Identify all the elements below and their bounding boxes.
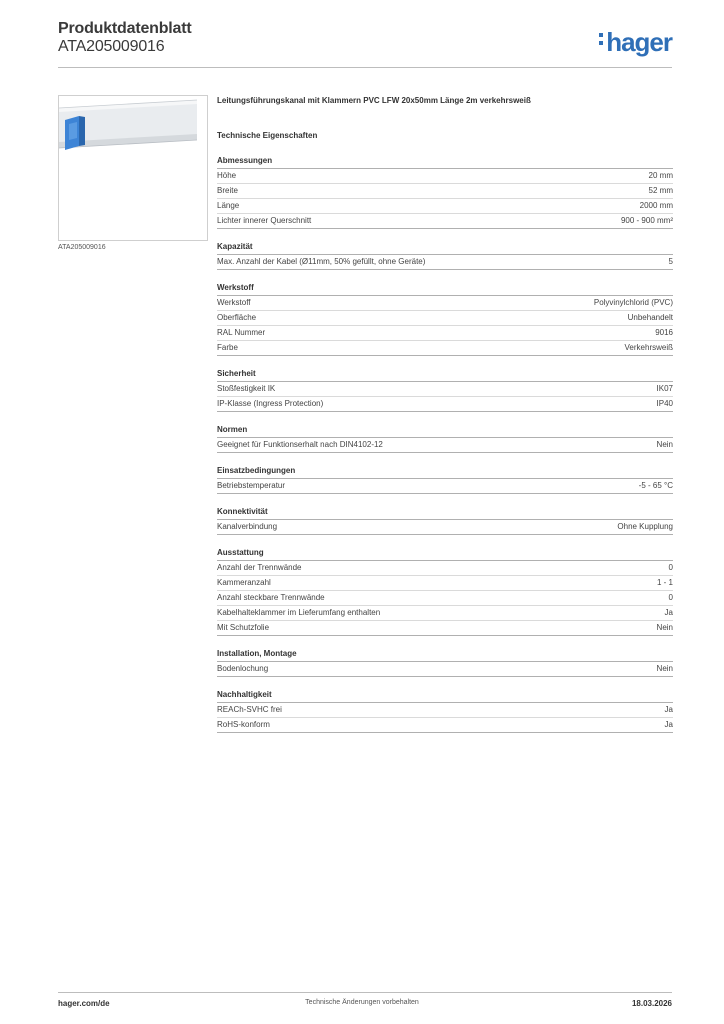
spec-value: IP40 bbox=[656, 399, 673, 408]
spec-value: 0 bbox=[668, 563, 673, 572]
product-image bbox=[58, 95, 208, 241]
spec-label: Breite bbox=[217, 186, 238, 195]
spec-label: Länge bbox=[217, 201, 240, 210]
spec-label: Betriebstemperatur bbox=[217, 481, 286, 490]
spec-value: Nein bbox=[656, 664, 673, 673]
spec-value: 900 - 900 mm² bbox=[620, 216, 673, 225]
section-heading: Sicherheit bbox=[217, 368, 673, 382]
spec-row bbox=[217, 184, 673, 199]
page-title: Produktdatenblatt bbox=[58, 20, 192, 37]
spec-value: Polyvinylchlorid (PVC) bbox=[593, 298, 673, 307]
footer-disclaimer: Technische Änderungen vorbehalten bbox=[305, 999, 419, 1006]
spec-row bbox=[217, 479, 673, 494]
spec-row bbox=[217, 662, 673, 677]
spec-label: Bodenlochung bbox=[217, 664, 269, 673]
section-rows bbox=[217, 382, 673, 412]
spec-row bbox=[217, 591, 673, 606]
spec-value: 52 mm bbox=[648, 186, 673, 195]
image-caption: ATA205009016 bbox=[58, 244, 106, 251]
spec-row bbox=[217, 382, 673, 397]
spec-row bbox=[217, 621, 673, 636]
spec-value: Nein bbox=[656, 623, 673, 632]
spec-row bbox=[217, 169, 673, 184]
section-heading: Einsatzbedingungen bbox=[217, 465, 673, 479]
spec-label: Kabelhalteklammer im Lieferumfang enthalten bbox=[217, 608, 381, 617]
spec-content bbox=[217, 95, 673, 733]
logo-text: hager bbox=[606, 27, 672, 57]
spec-label: RoHS-konform bbox=[217, 720, 270, 729]
section-rows bbox=[217, 662, 673, 677]
spec-row bbox=[217, 438, 673, 453]
spec-label: Kammeranzahl bbox=[217, 578, 271, 587]
spec-label: Anzahl steckbare Trennwände bbox=[217, 593, 325, 602]
spec-label: RAL Nummer bbox=[217, 328, 266, 337]
spec-value: 5 bbox=[668, 257, 673, 266]
section-heading: Ausstattung bbox=[217, 547, 673, 561]
product-title: Leitungsführungskanal mit Klammern PVC LFW 20x50mm Länge 2m verkehrsweiß bbox=[217, 96, 531, 105]
spec-row bbox=[217, 718, 673, 733]
spec-section bbox=[217, 648, 673, 677]
spec-value: 0 bbox=[668, 593, 673, 602]
spec-label: Stoßfestigkeit IK bbox=[217, 384, 276, 393]
spec-section bbox=[217, 547, 673, 636]
spec-value: Ja bbox=[664, 705, 673, 714]
spec-value: Ja bbox=[664, 720, 673, 729]
logo-dots-icon bbox=[599, 29, 604, 49]
spec-label: Geeignet für Funktionserhalt nach DIN4102-12 bbox=[217, 440, 383, 449]
spec-section bbox=[217, 506, 673, 535]
spec-row bbox=[217, 397, 673, 412]
spec-row bbox=[217, 341, 673, 356]
section-heading: Normen bbox=[217, 424, 673, 438]
spec-label: IP-Klasse (Ingress Protection) bbox=[217, 399, 324, 408]
footer-date: 18.03.2026 bbox=[631, 999, 672, 1008]
spec-label: Oberfläche bbox=[217, 313, 257, 322]
section-heading: Abmessungen bbox=[217, 155, 673, 169]
spec-value: 2000 mm bbox=[639, 201, 673, 210]
section-heading: Installation, Montage bbox=[217, 648, 673, 662]
section-heading: Werkstoff bbox=[217, 282, 673, 296]
spec-value: Verkehrsweiß bbox=[624, 343, 673, 352]
section-heading: Nachhaltigkeit bbox=[217, 689, 673, 703]
spec-value: Ohne Kupplung bbox=[617, 522, 673, 531]
spec-value: Unbehandelt bbox=[627, 313, 673, 322]
spec-section bbox=[217, 241, 673, 270]
spec-row bbox=[217, 326, 673, 341]
section-rows bbox=[217, 561, 673, 636]
section-rows bbox=[217, 438, 673, 453]
spec-section bbox=[217, 689, 673, 733]
spec-row bbox=[217, 576, 673, 591]
hager-logo bbox=[599, 27, 672, 58]
section-rows bbox=[217, 479, 673, 494]
spec-section bbox=[217, 155, 673, 229]
spec-label: Anzahl der Trennwände bbox=[217, 563, 302, 572]
spec-value: 9016 bbox=[655, 328, 673, 337]
tech-title: Technische Eigenschaften bbox=[217, 131, 318, 140]
spec-section bbox=[217, 424, 673, 453]
section-rows bbox=[217, 255, 673, 270]
spec-label: Werkstoff bbox=[217, 298, 251, 307]
section-heading: Kapazität bbox=[217, 241, 673, 255]
spec-row bbox=[217, 296, 673, 311]
spec-label: Lichter innerer Querschnitt bbox=[217, 216, 312, 225]
footer-divider bbox=[58, 992, 672, 993]
spec-value: 1 - 1 bbox=[656, 578, 673, 587]
footer-website: hager.com/de bbox=[58, 999, 110, 1008]
section-heading: Konnektivität bbox=[217, 506, 673, 520]
spec-row bbox=[217, 214, 673, 229]
spec-label: REACh-SVHC frei bbox=[217, 705, 282, 714]
spec-value: IK07 bbox=[656, 384, 673, 393]
spec-section bbox=[217, 368, 673, 412]
section-rows bbox=[217, 296, 673, 356]
spec-value: Nein bbox=[656, 440, 673, 449]
spec-value: 20 mm bbox=[648, 171, 673, 180]
spec-row bbox=[217, 703, 673, 718]
spec-value: Ja bbox=[664, 608, 673, 617]
spec-section bbox=[217, 465, 673, 494]
spec-label: Kanalverbindung bbox=[217, 522, 278, 531]
spec-row bbox=[217, 255, 673, 270]
spec-label: Höhe bbox=[217, 171, 237, 180]
article-number: ATA205009016 bbox=[58, 38, 165, 55]
section-rows bbox=[217, 169, 673, 229]
spec-value: -5 - 65 °C bbox=[638, 481, 673, 490]
spec-row bbox=[217, 561, 673, 576]
cable-duct-icon bbox=[59, 96, 207, 240]
spec-label: Max. Anzahl der Kabel (Ø11mm, 50% gefüllt, ohne Geräte) bbox=[217, 257, 426, 266]
spec-section bbox=[217, 282, 673, 356]
spec-label: Mit Schutzfolie bbox=[217, 623, 270, 632]
spec-sections bbox=[217, 155, 673, 733]
section-rows bbox=[217, 703, 673, 733]
spec-row bbox=[217, 199, 673, 214]
spec-row bbox=[217, 606, 673, 621]
section-rows bbox=[217, 520, 673, 535]
header-divider bbox=[58, 67, 672, 68]
spec-label: Farbe bbox=[217, 343, 238, 352]
spec-row bbox=[217, 520, 673, 535]
spec-row bbox=[217, 311, 673, 326]
